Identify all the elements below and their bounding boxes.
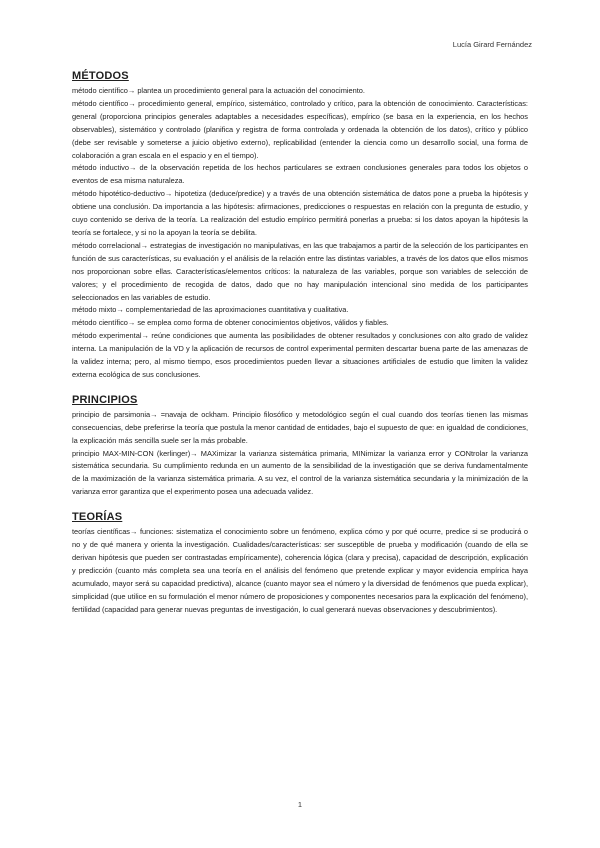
section-heading: TEORÍAS xyxy=(72,511,123,524)
section-teorias xyxy=(72,511,528,616)
paragraph: método experimental→ reúne condiciones que aumenta las posibilidades de obtener resultados y conclusiones con alto grado de validez interna. La manipulación de la VD y la aplicación de recursos de control experimental permiten descartar buena parte de las amenazas de la validez interna; pero, al mismo tiempo, esos procedimientos pueden llevar a situaciones artificiales de estudio que limiten la validez externa ecológica de sus conclusiones. xyxy=(72,331,528,379)
paragraph: método científico→ se emplea como forma de obtener conocimientos objetivos, válidos y fiables. xyxy=(72,318,389,328)
document-body xyxy=(72,70,528,629)
paragraph: método correlacional→ estrategias de investigación no manipulativas, en las que trabajamos a partir de la selección de los participantes en función de sus características, su evaluación y el análisis de la relación entre las distintas variables, a través de los datos que ellos mismos nos proporcionan sobre ellas. Características/elementos críticos: la naturaleza de las variables, porque son variables de selección de valores; y el procedimiento de recogida de datos, dado que no hay manipulación intencional sino medida de los participantes seleccionados en las variables de estudio. xyxy=(72,240,528,302)
paragraph: teorías científicas→ funciones: sistematiza el conocimiento sobre un fenómeno, explica cómo y por qué ocurre, predice si se producirá o no y de qué manera y orienta la investigación. Cualidades/características: ser susceptible de prueba y modificación (cuando de ella se derivan hipótesis que pueden ser contrastadas empíricamente), coherencia lógica (clara y precisa), capacidad de descripción, explicación y predicción (cuanto más completa sea una teoría en el análisis del fenómeno que pretende explicar y mayor evidencia empírica haya acumulado, mayor será su capacidad predictiva), alcance (cuanto mayor sea el número y la diversidad de fenómenos que pueda explicar), simplicidad (que utilice en su formulación el menor número de proposiciones y componentes necesarios para la explicación del fenómeno), fertilidad (capacidad para generar nuevas preguntas de investigación, lo cual generará nuevas observaciones y descubrimientos). xyxy=(72,527,528,614)
paragraph: principio de parsimonia→ =navaja de ockham. Principio filosófico y metodológico según el cual cuando dos teorías tienen las mismas consecuencias, debe preferirse la teoría que postula la menor cantidad de entidades, bajo el supuesto de que: en igualdad de condiciones, la explicación más sencilla suele ser la más probable. xyxy=(72,409,528,445)
paragraph: método científico→ plantea un procedimiento general para la actuación del conocimiento. xyxy=(72,86,365,95)
section-heading: PRINCIPIOS xyxy=(72,393,138,406)
paragraph: método científico→ procedimiento general, empírico, sistemático, controlado y crítico, para la obtención de conocimiento. Características: general (proporciona principios generales adaptables a necesidades específicas), empírico (se basa en la experiencia, en los hechos observables), sistemático y controlado (planifica y registra de forma controlada y ordenada la obtención de los datos), crítico y público (debe ser revisable y someterse a juicio objetivo externo), replicabilidad (entender la ciencia como un desarrollo social, una forma de colaboración a gran escala en el espacio y en el tiempo). xyxy=(72,98,528,160)
author-header: Lucía Girard Fernández xyxy=(452,40,532,49)
paragraph: método inductivo→ de la observación repetida de los hechos particulares se extraen conclusiones generales para todos los objetos o eventos de esa misma naturaleza. xyxy=(72,163,528,186)
section-principios xyxy=(72,394,528,499)
paragraph: método hipotético-deductivo→ hipotetiza (deduce/predice) y a través de una obtención sistemática de datos pone a prueba la hipótesis y obtiene una conclusión. Da importancia a las hipótesis: afirmaciones, predicciones o respuestas en relación con la pregunta de estudio, y cuyo contenido se deriva de la teoría. La realización del estudio empírico permitirá ponerlas a prueba: si los datos apoyan la hipótesis la teoría se fortalece, y si no la apoyan la teoría se debilita. xyxy=(72,189,528,237)
paragraph: método mixto→ complementariedad de las aproximaciones cuantitativa y cualitativa. xyxy=(72,305,349,315)
section-heading: MÉTODOS xyxy=(72,70,129,82)
page-number: 1 xyxy=(297,800,303,809)
section-metodos xyxy=(72,70,528,382)
paragraph: principio MAX-MIN-CON (kerlinger)→ MAXimizar la varianza sistemática primaria, MINimizar la varianza error y CONtrolar la varianza sistemática secundaria. Su cumplimiento redunda en un aumento de la sensibilidad de la investigación que se deriva fundamentalmente de la maximización de la varianza sistemática primaria. A su vez, el control de la varianza sistemática secundaria y la minimización de la varianza error garantiza que el experimento posea una adecuada validez. xyxy=(72,448,528,497)
